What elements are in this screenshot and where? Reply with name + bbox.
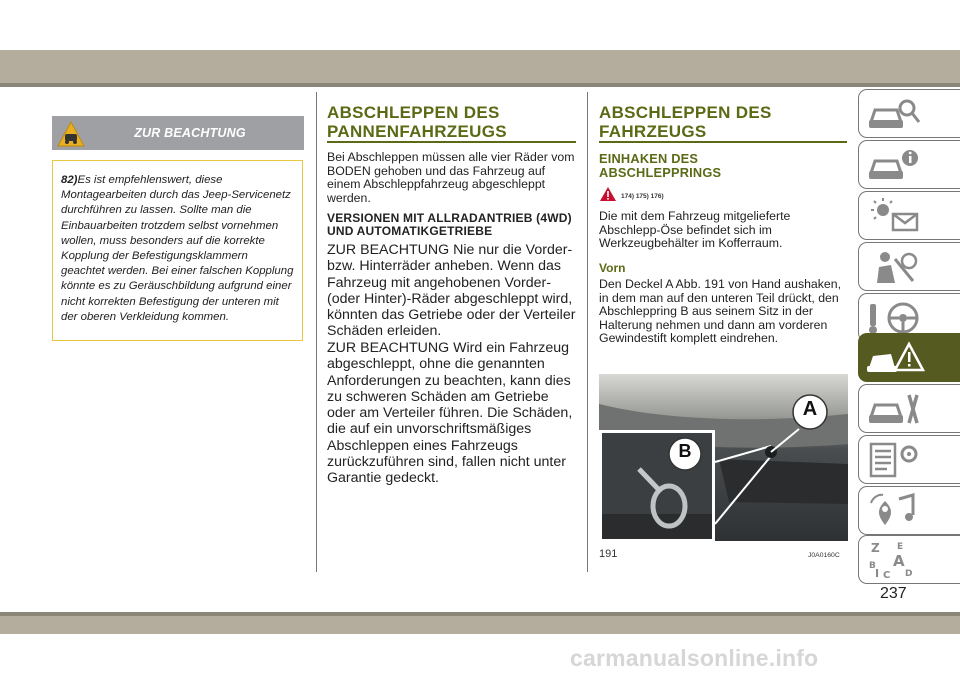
svg-text:I: I	[875, 567, 880, 580]
intro-paragraph: Bei Abschleppen müssen alle vier Räder vom BODEN gehoben und das Fahrzeug auf einem Abschleppfahrzeug abgeschleppt werden.	[327, 150, 575, 205]
figure-code: J0A0160C	[808, 552, 840, 559]
steering-wheel-icon	[865, 298, 925, 338]
heading-rule-middle	[327, 141, 576, 143]
section-heading-fahrzeug-2: FAHRZEUGS	[599, 122, 707, 141]
column-divider-right	[587, 92, 588, 572]
section-heading-pannenfahrzeug-1: ABSCHLEPPEN DES	[327, 103, 500, 122]
subheading-vorn: Vorn	[599, 261, 626, 275]
warning-triangle-icon	[599, 186, 617, 202]
tab-multimedia[interactable]	[858, 486, 960, 535]
tab-car-info[interactable]	[858, 140, 960, 189]
heading-rule-right	[599, 141, 847, 143]
car-emergency-icon	[865, 338, 925, 378]
paragraph-deckel: Den Deckel A Abb. 191 von Hand aushaken, in dem man auf den unteren Teil drückt, den Abschleppring B aus seinem Sitz in der Halterung nehmen und dann am vorderen Gewindestift komplett eindrehen.	[599, 277, 842, 346]
subheading-abschlepprings-2: ABSCHLEPPRINGS	[599, 165, 722, 180]
tab-emergency[interactable]	[858, 333, 960, 382]
figure-number: 191	[599, 548, 618, 560]
subheading-4wd-1: VERSIONEN MIT ALLRADANTRIEB (4WD)	[327, 211, 572, 225]
column-divider-left	[316, 92, 317, 572]
car-search-icon	[865, 94, 925, 134]
tab-service[interactable]	[858, 384, 960, 433]
car-service-icon	[865, 389, 925, 429]
warning-body	[52, 160, 303, 341]
figure-tow-hook	[599, 374, 848, 541]
tab-index[interactable]	[858, 535, 960, 584]
watermark: carmanualsonline.info	[570, 645, 819, 671]
svg-text:E: E	[897, 542, 904, 552]
header-rule	[0, 83, 960, 87]
warning-text	[61, 173, 294, 325]
svg-text:A: A	[893, 552, 905, 570]
warning-car-icon	[56, 120, 86, 148]
paragraph-oese: Die mit dem Fahrzeug mitgelieferte Abschlepp-Öse befindet sich im Werkzeugbehälter im Kofferraum.	[599, 209, 791, 251]
footer-band	[0, 616, 960, 634]
tab-safety[interactable]	[858, 242, 960, 291]
subheading-abschlepprings-1: EINHAKEN DES	[599, 151, 699, 166]
note-paragraph-1: ZUR BEACHTUNG Nie nur die Vorder- bzw. Hinterräder anheben. Wenn das Fahrzeug mit angehobenen Vorder- (oder Hinter)-Räder abgeschleppt wird, könnten das Getriebe oder der Verteiler Schäden erleiden.	[327, 242, 576, 340]
header-band	[0, 50, 960, 83]
warning-title: ZUR BEACHTUNG	[134, 126, 246, 140]
index-icon	[865, 540, 925, 580]
figure-label-b: B	[678, 441, 692, 461]
svg-text:B: B	[869, 561, 876, 571]
note-paragraph-2: ZUR BEACHTUNG Wird ein Fahrzeug abgeschleppt, ohne die genannten Anforderungen zu beachten, kann dies zu schweren Schäden am Getriebe oder am Verteiler führen. Die Schäden, die auf ein unvorschriftsmäßiges Abschleppen eines Fahrzeugs zurückzuführen sind, fallen nicht unter Garantie gedeckt.	[327, 340, 573, 487]
section-heading-fahrzeug-1: ABSCHLEPPEN DES	[599, 103, 772, 122]
warning-content: Es ist empfehlenswert, diese Montagearbeiten durch das Jeep-Servicenetz durchführen zu lassen. Sollte man die Einbauarbeiten trotzdem selbst vornehmen wollen, muss besonders auf die korrekte Kopplung der Befestigungsklammern geachtet werden. Bei einer falschen Kopplung könnte es zu Geräuschbildung aufgrund einer nicht korrekten Befestigung der unteren mit der oberen Verkleidung kommen.	[61, 174, 294, 323]
tab-car-search[interactable]	[858, 89, 960, 138]
svg-text:Z: Z	[871, 541, 880, 555]
warning-references: 174) 175) 176)	[621, 193, 664, 200]
warning-number: 82)	[61, 174, 78, 186]
subheading-4wd-2: UND AUTOMATIKGETRIEBE	[327, 224, 493, 238]
figure-label-a: A	[802, 398, 818, 420]
tab-dashboard-lights[interactable]	[858, 191, 960, 240]
technical-data-icon	[865, 440, 925, 480]
svg-text:D: D	[905, 569, 913, 579]
dashboard-lights-icon	[865, 196, 925, 236]
tab-technical-data[interactable]	[858, 435, 960, 484]
top-margin	[0, 0, 960, 50]
car-info-icon	[865, 145, 925, 185]
page-number: 237	[880, 585, 907, 602]
multimedia-icon	[865, 491, 925, 531]
svg-text:C: C	[883, 570, 891, 580]
safety-icon	[865, 247, 925, 287]
section-heading-pannenfahrzeug-2: PANNENFAHRZEUGS	[327, 122, 507, 141]
